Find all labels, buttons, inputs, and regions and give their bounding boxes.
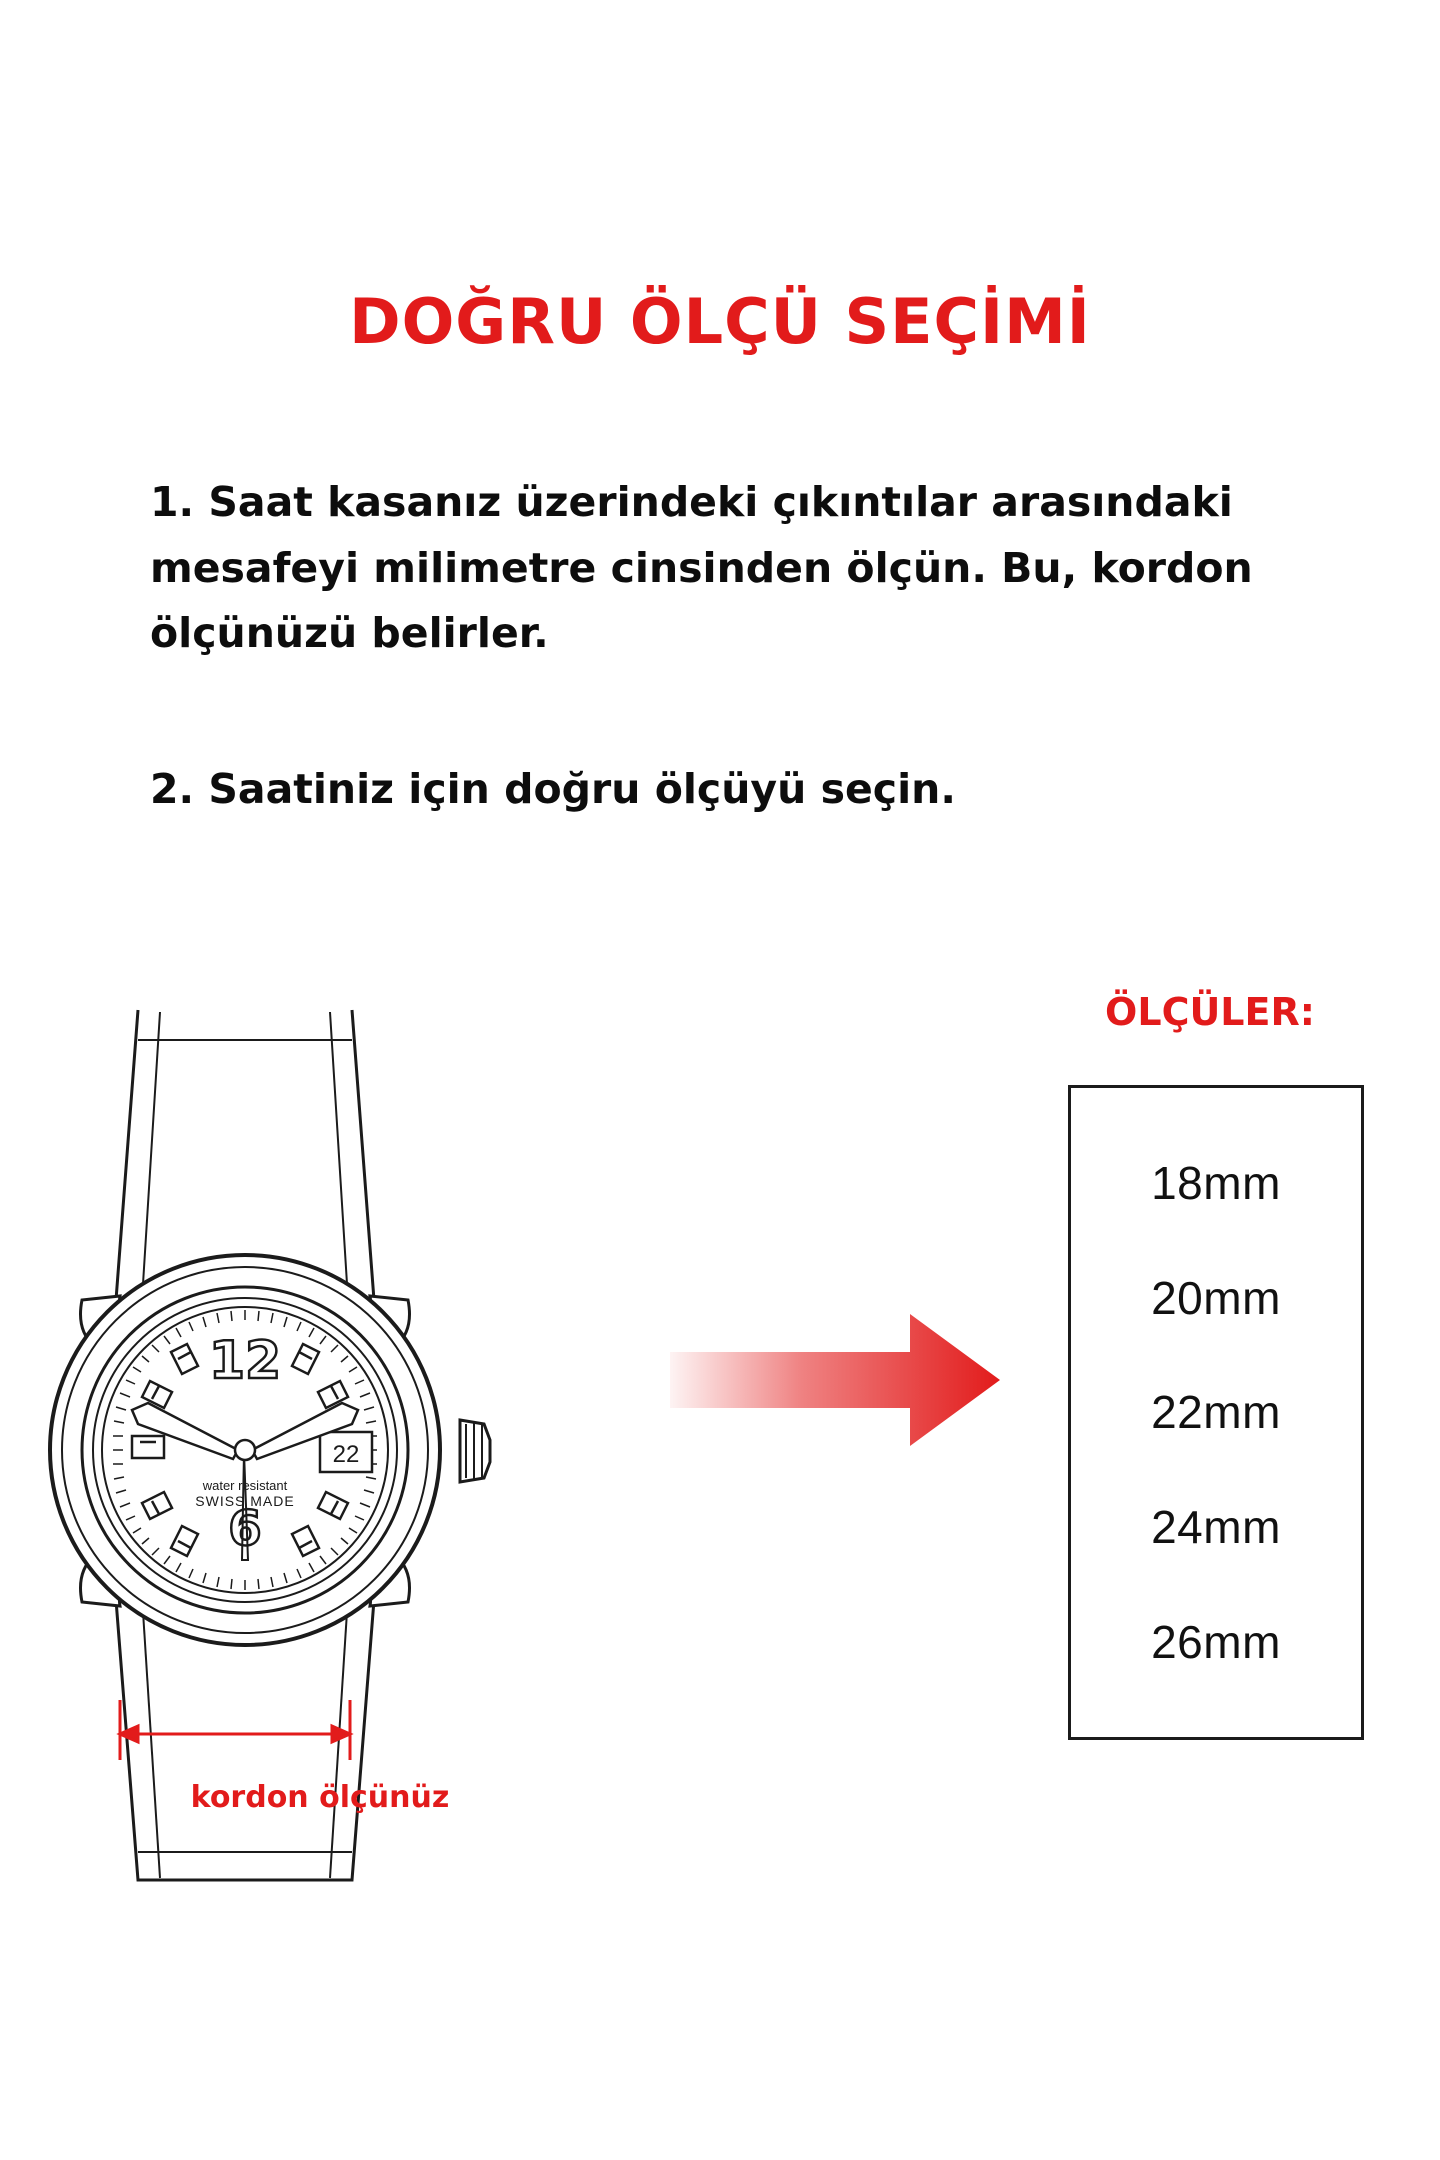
dial-date: 22 xyxy=(332,1441,360,1468)
size-option-18mm[interactable]: 18mm xyxy=(1151,1156,1281,1209)
sizes-list xyxy=(1068,1085,1364,1740)
size-option-22mm[interactable]: 22mm xyxy=(1151,1386,1281,1439)
pointer-arrow xyxy=(660,1300,1040,1460)
arrow-shape xyxy=(670,1314,1000,1446)
dial-hour-12: 12 xyxy=(208,1331,282,1391)
size-option-24mm[interactable]: 24mm xyxy=(1151,1501,1281,1554)
measure-caption: kordon ölçünüz xyxy=(190,1780,450,1815)
sizes-header: ÖLÇÜLER: xyxy=(1105,990,1315,1034)
watch-illustration xyxy=(20,1000,640,1900)
dial-text-swiss-made: SWISS MADE xyxy=(195,1493,295,1509)
size-option-20mm[interactable]: 20mm xyxy=(1151,1271,1281,1324)
instruction-step-2: 2. Saatiniz için doğru ölçüyü seçin. xyxy=(150,764,956,813)
size-option-26mm[interactable]: 26mm xyxy=(1151,1616,1281,1669)
instructions-block xyxy=(150,470,1280,822)
dial-hour-6: 6 xyxy=(228,1501,262,1557)
dial-text-water-resistant: water resistant xyxy=(202,1478,288,1493)
page-title: DOĞRU ÖLÇÜ SEÇİMİ xyxy=(349,285,1091,358)
instruction-step-1: 1. Saat kasanız üzerindeki çıkıntılar arasındaki mesafeyi milimetre cinsinden ölçün. Bu, kordon ölçünüzü belirler. xyxy=(150,478,1253,658)
